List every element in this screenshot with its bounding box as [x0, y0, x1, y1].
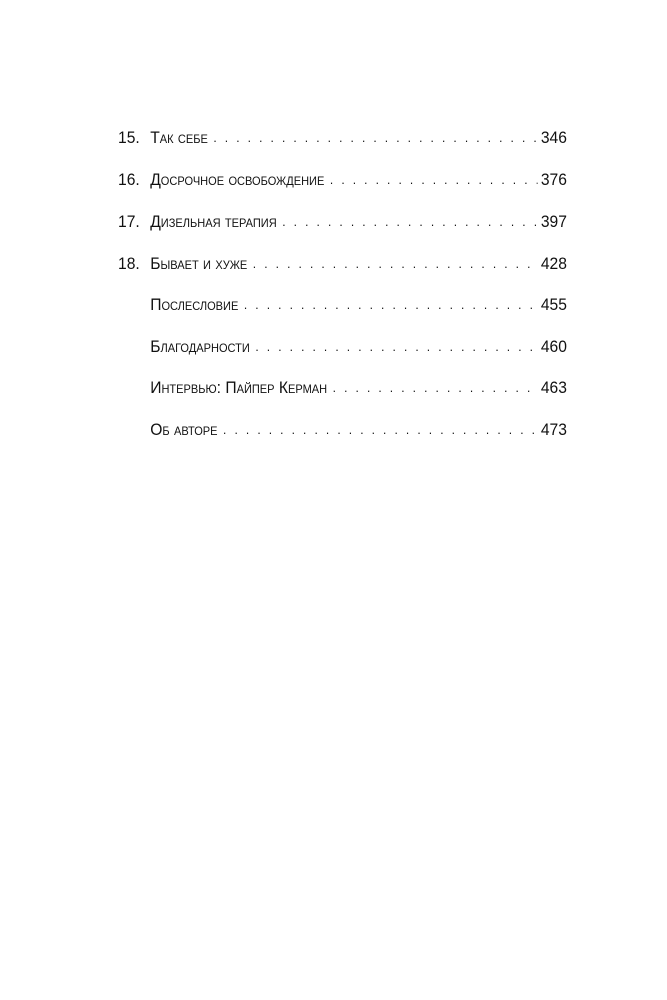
chapter-title: Дизельная терапия: [150, 212, 277, 231]
page-number: 455: [540, 295, 567, 314]
dot-leader: [213, 125, 537, 151]
page-number: 397: [540, 212, 567, 231]
toc-entry[interactable]: [118, 125, 567, 151]
chapter-number: 18.: [118, 254, 140, 273]
toc-entry[interactable]: [118, 375, 567, 401]
toc-entry[interactable]: [118, 417, 567, 443]
dot-leader: [244, 292, 537, 318]
chapter-title: Интервью: Пайпер Керман: [150, 378, 328, 397]
chapter-title: Послесловие: [150, 295, 239, 314]
chapter-number: 17.: [118, 212, 140, 231]
dot-leader: [253, 251, 537, 277]
toc-entry[interactable]: [118, 292, 567, 318]
page-number: 463: [540, 378, 567, 397]
chapter-title: Благодарности: [150, 337, 250, 356]
page-number: 460: [540, 337, 567, 356]
chapter-title: Досрочное освобождение: [150, 170, 325, 189]
chapter-title: Так себе: [150, 128, 208, 147]
dot-leader: [255, 334, 537, 360]
chapter-number: 16.: [118, 170, 140, 189]
chapter-title: Об авторе: [150, 420, 218, 439]
toc-entry[interactable]: [118, 209, 567, 235]
chapter-number: 15.: [118, 128, 140, 147]
page-number: 473: [540, 420, 567, 439]
chapter-title: Бывает и хуже: [150, 254, 248, 273]
page-number: 346: [540, 128, 567, 147]
toc-entry[interactable]: [118, 251, 567, 277]
dot-leader: [282, 209, 537, 235]
dot-leader: [333, 375, 538, 401]
toc-entry[interactable]: [118, 167, 567, 193]
page-number: 376: [540, 170, 567, 189]
page-number: 428: [540, 254, 567, 273]
dot-leader: [330, 167, 537, 193]
toc-entry[interactable]: [118, 334, 567, 360]
dot-leader: [223, 417, 537, 443]
